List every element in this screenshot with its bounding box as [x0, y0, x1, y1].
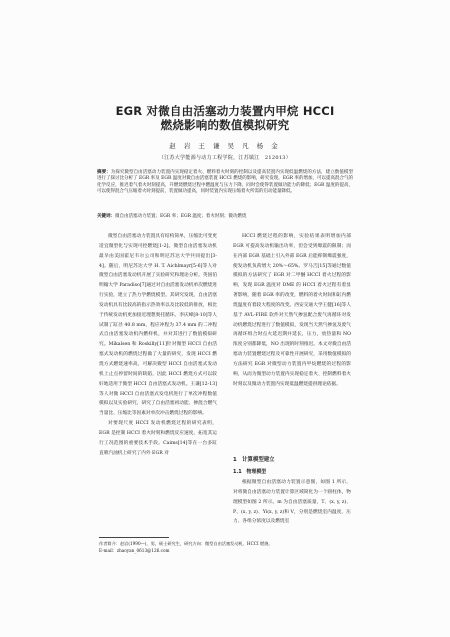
title-line-1: EGR 对微自由活塞动力装置内甲烷 HCCI [115, 104, 335, 118]
paragraph: 微型自由活塞动力装置具有结构简单，压缩比可变更适宜微型化与实现可控燃烧[1-2]。微型自由活塞发动机最早由美国霍尼韦尔公司和明尼苏达大学共同提出[3-4]。随后，明尼苏达大学 H. T. Aichlmayr[5-6]等人对微型自由活塞发动机开展了实验研究和理论分析。英国伯明翰大学 Paradiso[7]通过对自由活塞发动机单次燃烧进行实验，建立了热力学燃烧模型。其研究发现，自由活塞发动机具有比较高的指示热效率以及比较低的排放，相比于传统发动机更加接近理想奥托循环。李庆峰[8-10]等人试制了缸径 40.8 mm，程应冲程为 37.4 mm 的二冲程式自由活塞发动机内燃样机，并对其进行了数值模拟研究。Mikalsen 和 Roskilly[11]针对微型 HCCI 自由活塞式发动机的燃烧过程做了大量的研究，发现 HCCI 燃烧方式燃烧速率高，可解决微型 HCCI 自由活塞式发动机上止点停留时间的缺陷，因此 HCCI 燃烧方式可以较好地适用于微型 HCCI 自由活塞式发动机。王谦[12-13]等人对微 HCCI 自由活塞式发电机进行了单次冲程数值模拟以及实验研究，研究了自由活塞初动能、掺混合燃气当量比、压缩比等因素对单次冲击燃烧过程的影响。 [99, 234, 217, 417]
abstract [97, 170, 353, 196]
subsection-heading: 1.1 物理模型 [233, 469, 267, 475]
footnote-rule [99, 537, 169, 538]
abstract-text: 为探究微型自由活塞动力装置内实现稳定着火、燃料着火时刻的控制以及提高装置内实现低温燃烧的方法，建立数值模型进行了探讨比分析了 EGR 率及 EGR 温度对微自由活塞装置 HCCI 燃烧的影响，研究发现，EGR 率的增加，可以提高混合气的化学反应，推迟着气着火时刻提高，升燃烧燃烧过程中燃温度与压力下降，同时会使得装置做功能力的降低；EGR 温度的提高，可以使得混合气压缩着火时刻提前，装置做功提高，同时装置内实现压缩着火所需的启动能量降低。 [97, 170, 353, 195]
paragraph: 根据微型自由活塞动力装置示意图，如图 1 所示，对将微自由活塞动力装置计算区域简化为一个圆柱体，物理模型如图 2 所示。m 为自由活塞质量，T、(x, y, z)、P、(x, y, z)、Yi(x, y, z)和 V，分别是燃烧室内温度、压力、各组分浓度以及燃烧室 [233, 480, 351, 525]
affiliation: （江苏大学能源与动力工程学院，江苏镇江 212013） [158, 155, 292, 161]
keywords-label: 关键词： [97, 214, 115, 219]
paragraph: 对要现尺度 HCCI 发动机燃烧过程的研究表明，EGR 是控制 HCCI 着火时刻和燃烧反应速度，拓宽其运行工况范围的重要技术手段。Caims[14]等在一台多缸直喷汽油机上研究了内外 EGR 对 [99, 421, 217, 456]
authors: 赵 岩 王 谦 吴 凡 杨 金 [169, 142, 281, 150]
column-left [99, 232, 217, 458]
footnote-email: E-mail：zhaoyan_0613@126.com [99, 548, 170, 553]
column-right [233, 232, 351, 390]
section-heading: 1 计算模型建立 [233, 457, 275, 463]
footnote-author: 作者简介：赵岩(1990—)，男，硕士研究生，研究方向：微型自由活塞发动机、HCCI 燃烧。 [99, 541, 273, 546]
keywords-text: 微自由活塞动力装置；EGR 率；EGR 温度；着火时刻；微功燃烧 [115, 214, 247, 219]
column-right-cont [233, 478, 351, 527]
paragraph: HCCI 燃烧过程的影响，实验结果表明增加内部 EGR 可提高发动机输出功率，但会受到爆震的限制；而在内部 EGR 基础上引入外部 EGR 后能抑制爆震强度，使发动机负荷增大 20%～65%。罗马吉[15]等通过数值模拟的方法研究了 EGR 对二甲醚 HCCI 着火过程的影响，发现 EGR 温度对 DME 的 HCCI 着火过程有着显著影响，随着 EGR 率的改变，燃料的着火时间和缸内燃烧温度有着较大程度的改变。西安交通大学王健[16]等人基于 AVL-FIRE 软件对天然气掺氢配合废气再循环对发动机燃烧过程进行了数值模拟，发现当天然气掺氢及废气再循环组合时点火延迟期并延长，压力，放热量和 NO 浓度分别都降低，NO 出现的时刻推迟。本文对微自由活塞动力装置燃烧过程及可靠性开展研究，采用数值模拟的方法研究 EGR 对微型动力装置内甲烷燃烧的过程的影响，从而为微型动力装置内实现稳定着火、控制燃料着火时刻以及微动力装置内实现低温燃烧提供理论依据。 [233, 234, 351, 387]
title-line-2: 燃烧影响的数值模拟研究 [160, 118, 290, 132]
keywords [97, 214, 353, 220]
paper-title [0, 104, 450, 132]
abstract-label: 摘要： [97, 170, 111, 175]
